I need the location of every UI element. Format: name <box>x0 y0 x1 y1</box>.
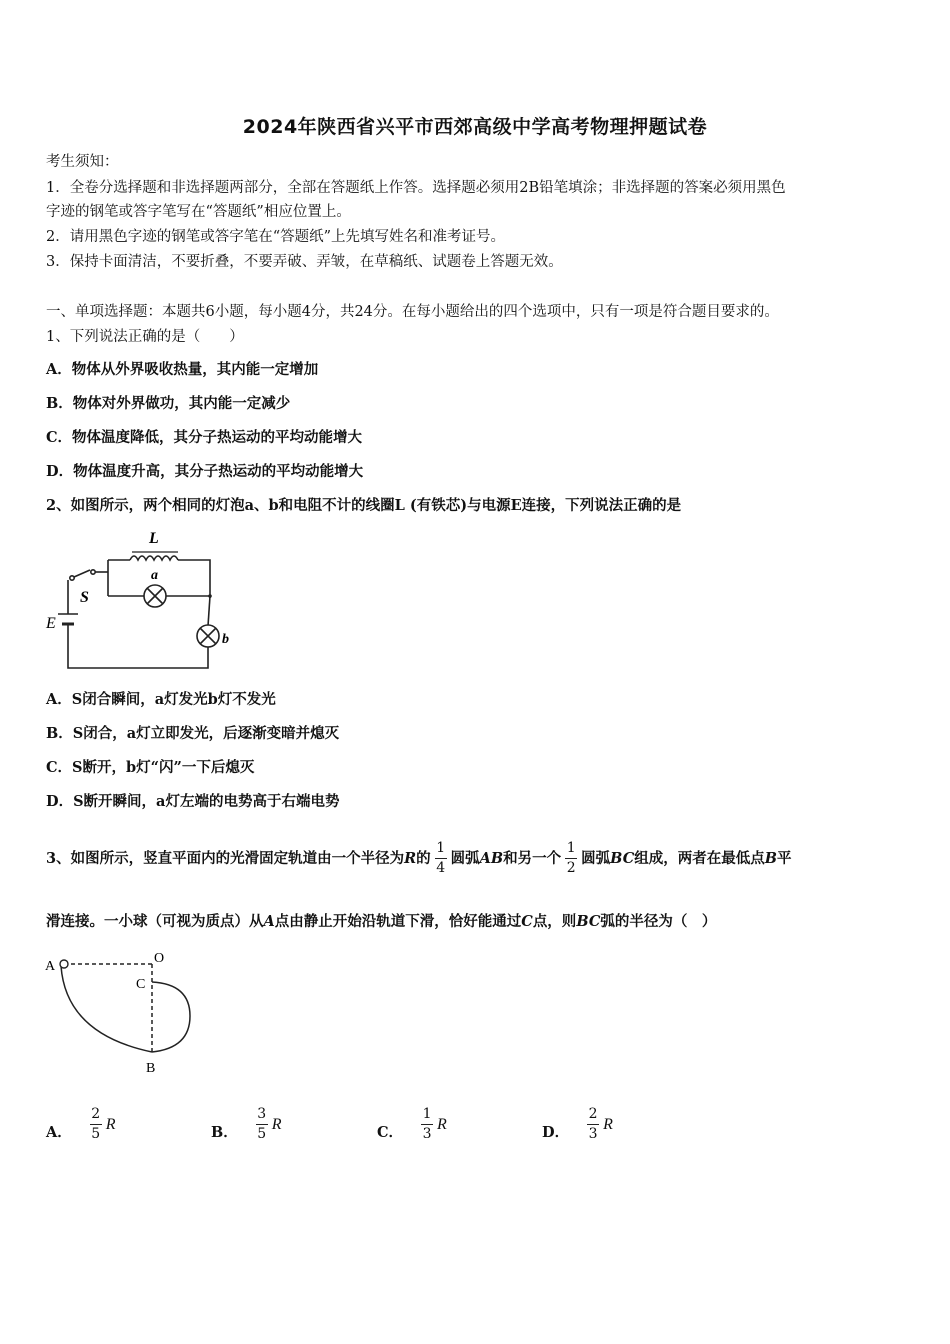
q1-option-d: D．物体温度升高，其分子热运动的平均动能增大 <box>46 463 364 480</box>
q1-option-c: C．物体温度降低，其分子热运动的平均动能增大 <box>46 429 363 446</box>
label-b: b <box>222 632 229 647</box>
q3-option-b: B． $\frac{3}{5}$ R <box>211 1106 282 1142</box>
notice-item: 2．请用黑色字迹的钢笔或答字笔在“答题纸”上先填写姓名和准考证号。 <box>46 229 506 245</box>
section-heading: 一、单项选择题：本题共6小题，每小题4分，共24分。在每小题给出的四个选项中，只有一项是符合题目要求的。 <box>46 304 779 320</box>
label-L: L <box>149 530 159 547</box>
fraction: $\frac{2}{5}$ <box>91 1106 101 1142</box>
notice-item: 1．全卷分选择题和非选择题两部分，全部在答题纸上作答。选择题必须用2B铅笔填涂；非选择题的答案必须用黑色 <box>46 180 786 196</box>
label-B: B <box>146 1061 156 1076</box>
track-figure <box>44 948 204 1080</box>
page-title: 2024年陕西省兴平市西郊高级中学高考物理押题试卷 <box>242 116 708 138</box>
q3-stem-line1: 3、如图所示，竖直平面内的光滑固定轨道由一个半径为 R 的 $\frac{1}{4}$ 圆弧 AB 和另一个 $\frac{1}{2}$ 圆弧 BC 组成，两者在最低点 B 平 <box>46 840 792 876</box>
q1-option-b: B．物体对外界做功，其内能一定减少 <box>46 395 291 412</box>
label-a: a <box>151 568 158 583</box>
q2-option-a: A．S闭合瞬间，a灯发光b灯不发光 <box>46 691 276 708</box>
notice-item: 3．保持卡面清洁，不要折叠，不要弄破、弄皱，在草稿纸、试题卷上答题无效。 <box>46 254 563 270</box>
var-BC: BC <box>610 849 635 867</box>
label-C: C <box>136 977 146 992</box>
q2-option-d: D．S断开瞬间，a灯左端的电势高于右端电势 <box>46 793 340 810</box>
label-A: A <box>45 959 56 974</box>
var-B: B <box>764 849 778 867</box>
notice-header: 考生须知： <box>46 154 119 170</box>
circuit-figure <box>44 522 244 672</box>
fraction: $\frac{3}{5}$ <box>257 1106 267 1142</box>
label-S: S <box>80 589 89 606</box>
fraction: $\frac{1}{3}$ <box>422 1106 432 1142</box>
q2-option-c: C．S断开，b灯“闪”一下后熄灭 <box>46 759 255 776</box>
q1-stem: 1、下列说法正确的是（ ） <box>46 329 244 345</box>
q3-stem-line2: 滑连接。一小球（可视为质点）从A点由静止开始沿轨道下滑，恰好能通过C点，则BC弧的半径为（ ） <box>46 913 717 930</box>
fraction: $\frac{2}{3}$ <box>588 1106 598 1142</box>
var-R: R <box>404 849 417 867</box>
var-AB: AB <box>479 849 504 867</box>
fraction-half: $\frac{1}{2}$ <box>566 840 576 876</box>
q1-option-a: A．物体从外界吸收热量，其内能一定增加 <box>46 361 319 378</box>
label-O: O <box>154 951 165 966</box>
q3-option-d: D． $\frac{2}{3}$ R <box>542 1106 613 1142</box>
q3-option-a: A． $\frac{2}{5}$ R <box>46 1106 116 1142</box>
q2-stem: 2、如图所示，两个相同的灯泡a、b和电阻不计的线圈L (有铁芯)与电源E连接，下列说法正确的是 <box>46 497 682 514</box>
fraction-quarter: $\frac{1}{4}$ <box>436 840 446 876</box>
q3-option-c: C． $\frac{1}{3}$ R <box>377 1106 447 1142</box>
label-E: E <box>46 615 56 632</box>
q2-option-b: B．S闭合，a灯立即发光，后逐渐变暗并熄灭 <box>46 725 340 742</box>
notice-item: 字迹的钢笔或答字笔写在“答题纸”相应位置上。 <box>46 204 351 220</box>
